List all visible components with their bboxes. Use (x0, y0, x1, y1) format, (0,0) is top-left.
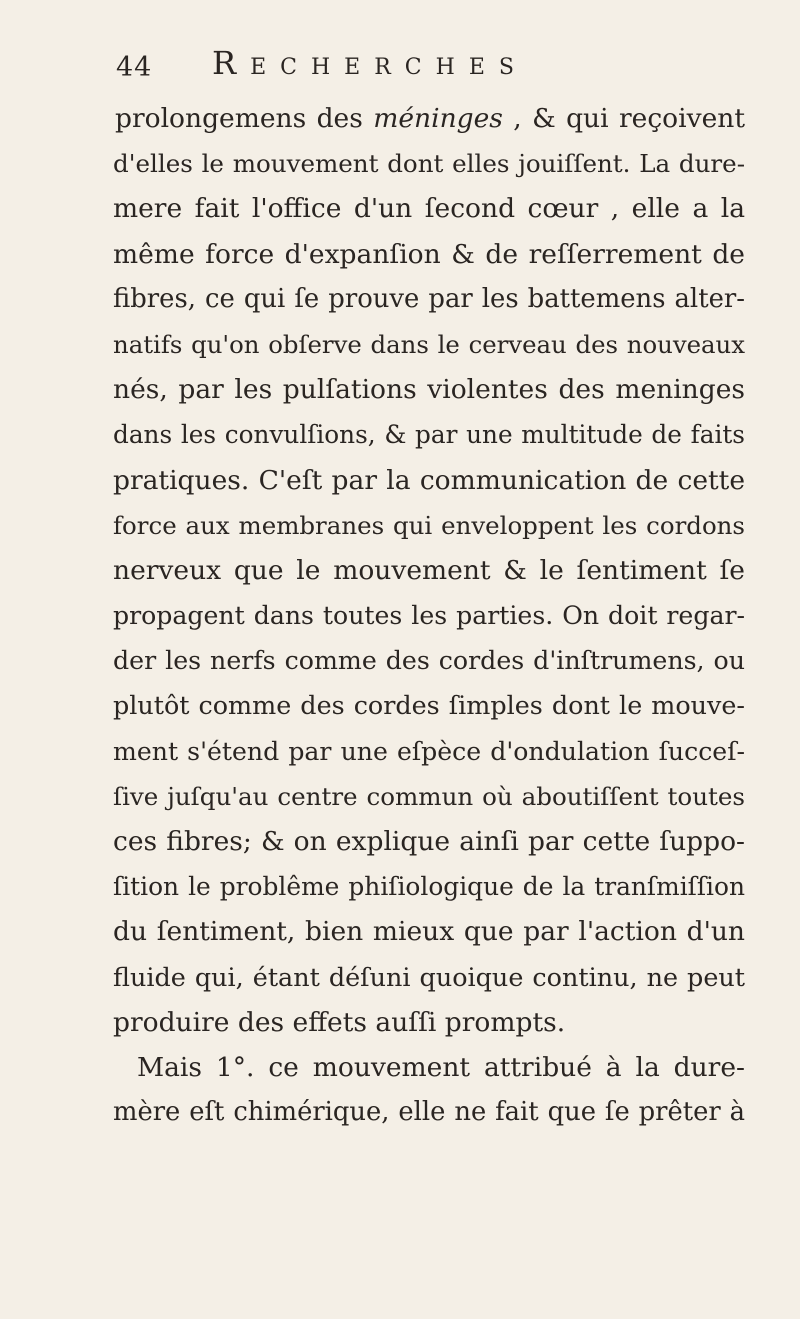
italic-term: méninges (373, 103, 503, 134)
text-line-6: natifs qu'on obſerve dans le cerveau des nouveaux (113, 329, 745, 359)
text-segment: prolongemens des (115, 103, 374, 134)
text-line-5: fibres, ce qui ſe prouve par les battemens alter- (113, 283, 745, 314)
text-line-8: dans les convulſions, & par une multitude de faits (113, 420, 745, 450)
text-line-13: der les nerfs comme des cordes d'inſtrumens, ou (113, 646, 745, 676)
text-line-3: mere fait l'office d'un ſecond cœur , elle a la (113, 193, 745, 225)
text-line-23: mère eſt chimérique, elle ne fait que ſe prêter à (113, 1097, 745, 1128)
text-line-4: même force d'expanſion & de reſſerrement de (113, 238, 745, 270)
text-line-12: propagent dans toutes les parties. On doit regar- (113, 601, 745, 631)
text-line-19: du ſentiment, bien mieux que par l'action d'un (113, 916, 745, 948)
text-line-16: ſive juſqu'au centre commun où aboutiſſent toutes (113, 781, 745, 811)
text-line-17: ces fibres; & on explique ainſi par cette ſuppo- (113, 826, 745, 857)
text-line-2: d'elles le mouvement dont elles jouiſſent. La dure- (113, 149, 745, 179)
text-line-11: nerveux que le mouvement & le ſentiment ſe (113, 554, 745, 586)
text-line-9: pratiques. C'eſt par la communication de cette (113, 464, 745, 496)
text-segment: , & qui reçoivent (502, 103, 745, 134)
running-title: Recherches (212, 44, 528, 82)
text-line-1 (113, 96, 745, 141)
text-line-10: force aux membranes qui enveloppent les cordons (113, 510, 745, 540)
body-text (113, 96, 745, 1135)
text-line-18: ſition le problême phiſiologique de la tranſmiſſion (113, 872, 745, 902)
page-number: 44 (116, 52, 153, 83)
text-line-14: plutôt comme des cordes ſimples dont le mouve- (113, 690, 745, 721)
text-line-7: nés, par les pulſations violentes des meninges (113, 374, 745, 406)
text-line-21: produire des effets auſſi prompts. (113, 1006, 566, 1038)
text-line-15: ment s'étend par une eſpèce d'ondulation ſucceſ- (113, 736, 745, 766)
running-head (116, 44, 716, 94)
text-line-20: fluide qui, étant déſuni quoique continu, ne peut (113, 961, 745, 992)
text-line-22: Mais 1°. ce mouvement attribué à la dure- (137, 1051, 745, 1083)
